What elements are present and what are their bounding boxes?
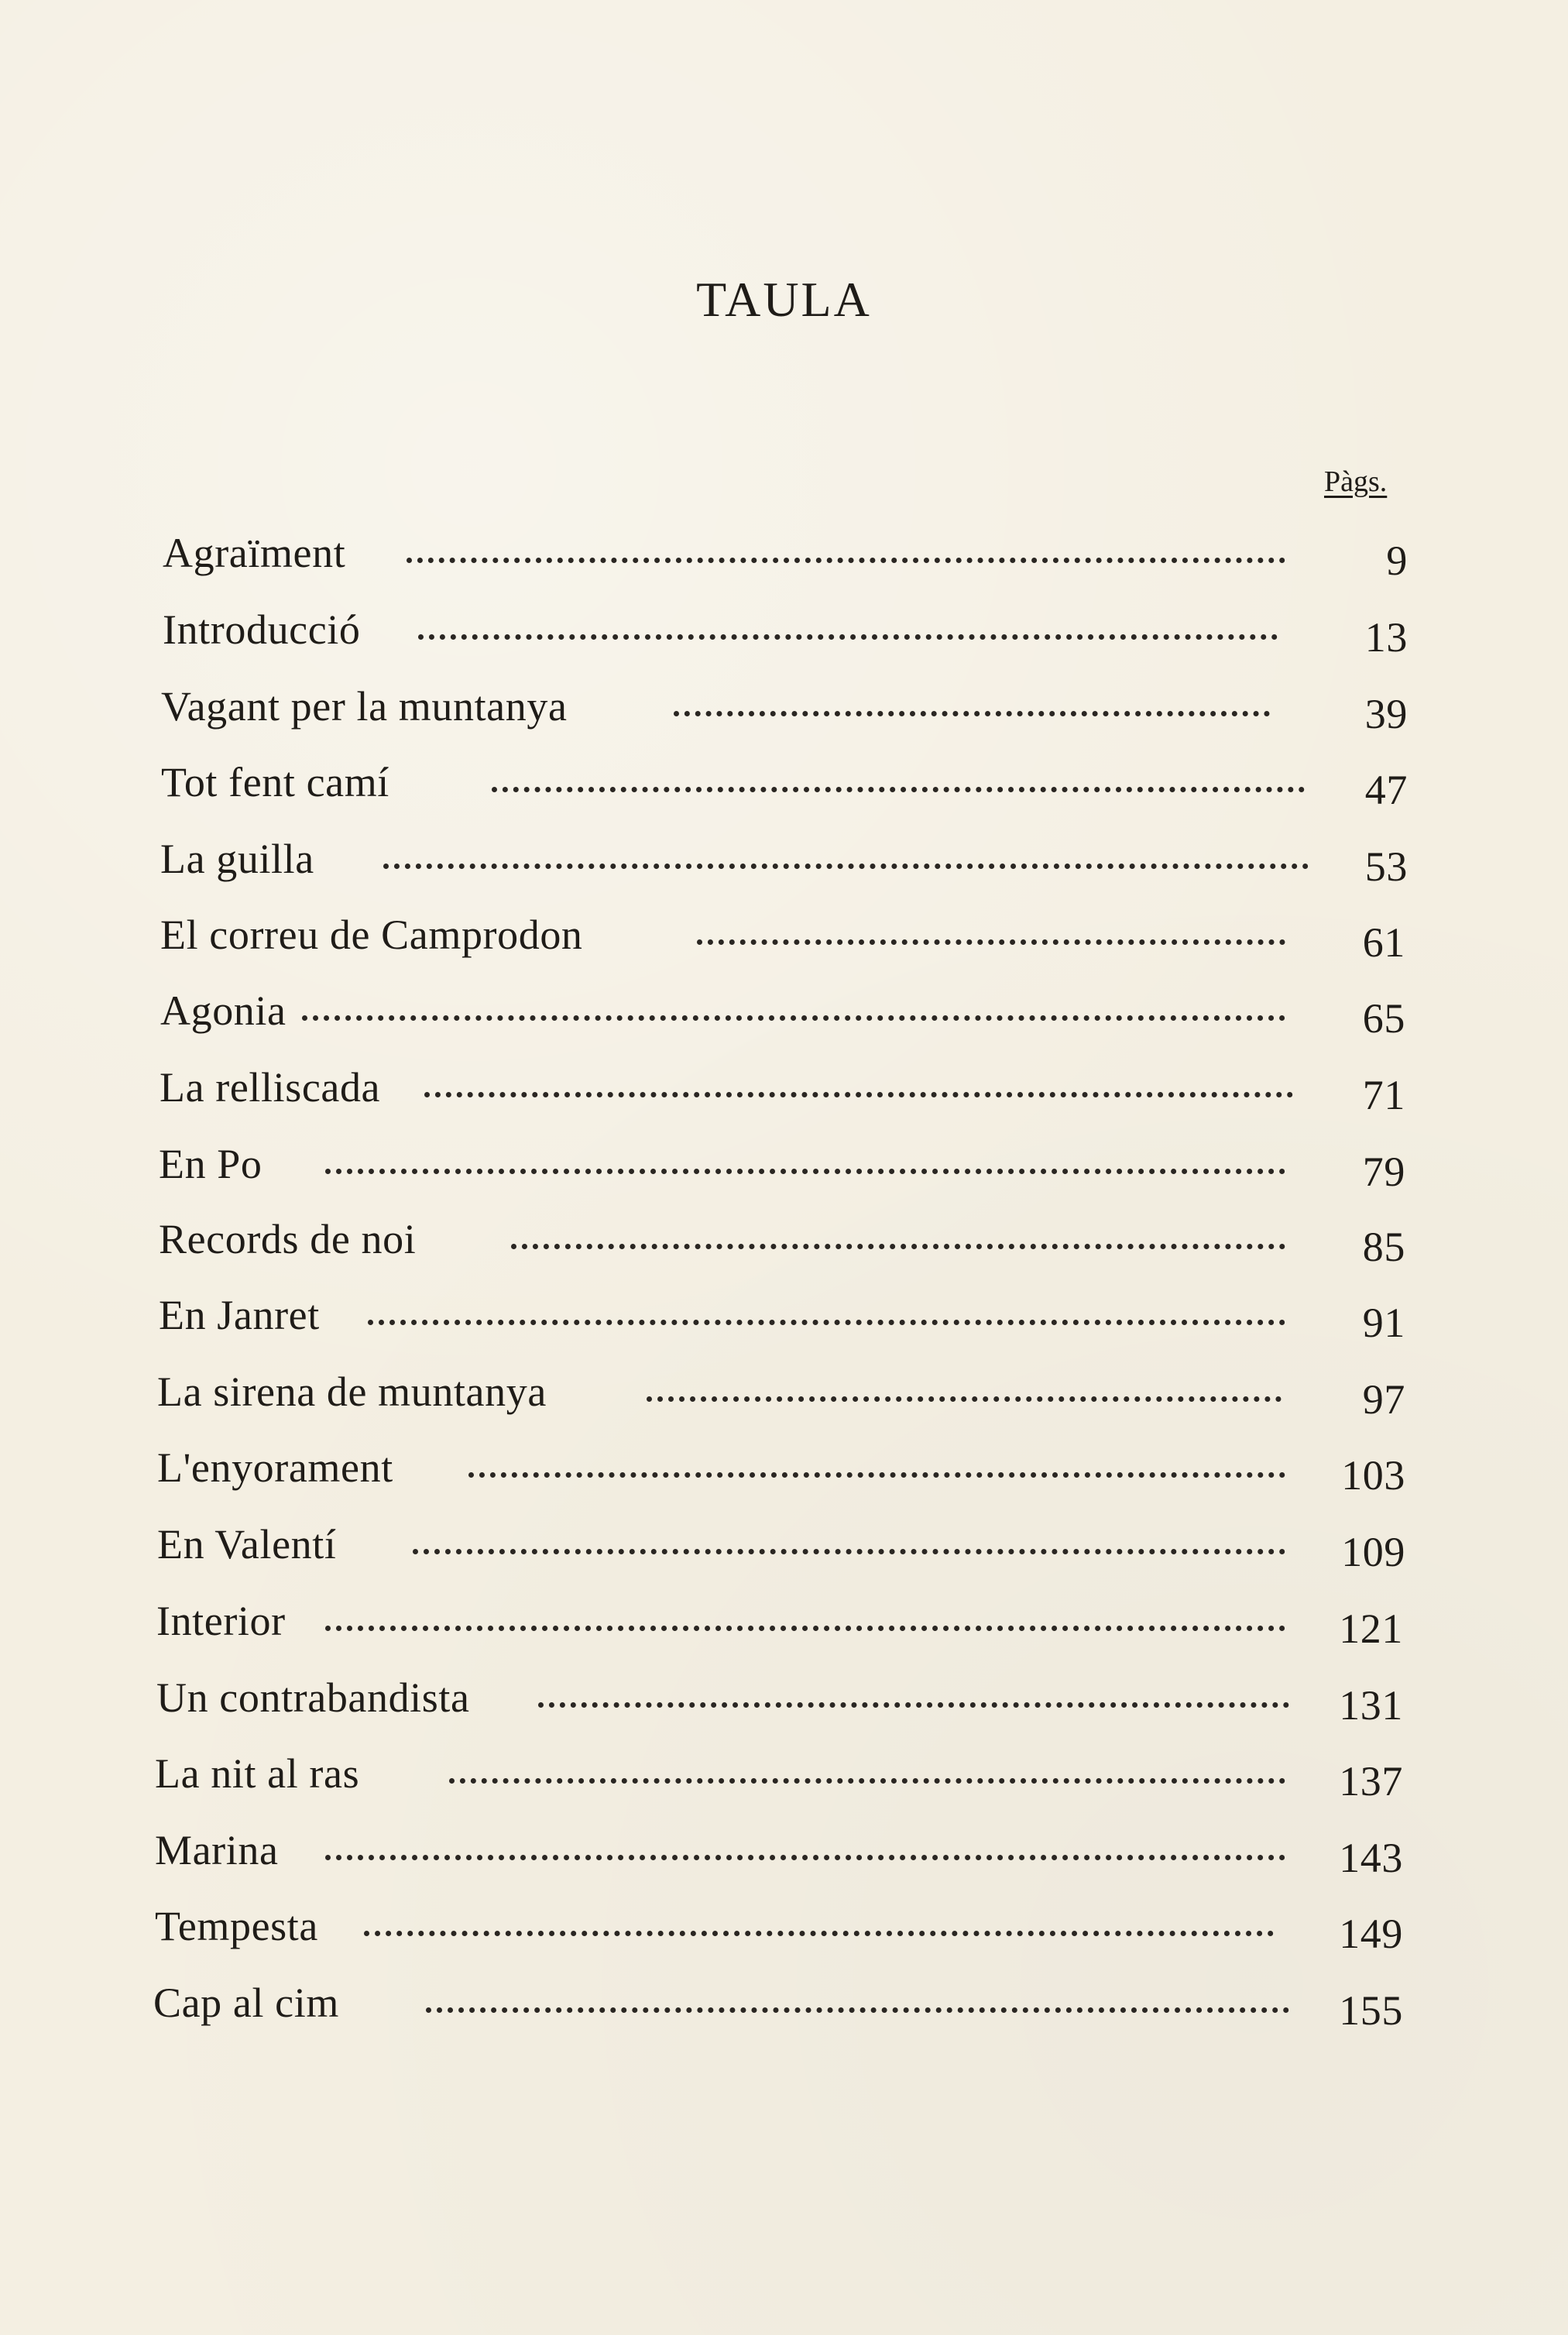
toc-entry-title: Interior: [156, 1598, 286, 1644]
toc-dot-leader: [511, 1226, 1285, 1249]
toc-entry-title: La guilla: [160, 836, 314, 882]
toc-dot-leader: [325, 1151, 1285, 1174]
toc-entry-page: 137: [1339, 1758, 1403, 1804]
toc-entry-title: En Valentí: [157, 1521, 337, 1568]
toc-entry-title: Records de noi: [159, 1216, 417, 1262]
toc-entry-page: 61: [1362, 919, 1405, 966]
toc-dot-leader: [407, 540, 1285, 563]
toc-entry: [0, 603, 1568, 661]
toc-entry-title: En Po: [159, 1141, 262, 1187]
toc-entry: [0, 1823, 1568, 1881]
toc-entry-title: Agonia: [160, 987, 286, 1034]
toc-entry-page: 79: [1362, 1149, 1405, 1195]
toc-dot-leader: [325, 1608, 1285, 1631]
toc-dot-leader: [426, 1990, 1289, 2013]
toc-dot-leader: [364, 1913, 1274, 1936]
toc-entry-page: 9: [1386, 537, 1408, 584]
toc-dot-leader: [325, 1837, 1285, 1860]
toc-entry: [0, 1976, 1568, 2034]
toc-entry: [0, 1517, 1568, 1575]
toc-entry-title: Introducció: [163, 606, 361, 653]
toc-entry-page: 39: [1364, 691, 1408, 737]
toc-entry: [0, 1594, 1568, 1652]
toc-dot-leader: [449, 1760, 1285, 1784]
toc-entry-page: 149: [1339, 1911, 1403, 1957]
toc-entry-page: 155: [1339, 1987, 1403, 2034]
toc-entry-page: 97: [1362, 1376, 1405, 1423]
toc-entry-title: Agraïment: [163, 530, 346, 576]
toc-entry: [0, 1060, 1568, 1118]
toc-entry-page: 121: [1339, 1605, 1403, 1652]
toc-dot-leader: [413, 1531, 1285, 1554]
toc-dot-leader: [424, 1074, 1293, 1097]
toc-entry: [0, 984, 1568, 1042]
toc-entry-title: La relliscada: [160, 1064, 381, 1111]
toc-entry: [0, 1899, 1568, 1957]
toc-dot-leader: [418, 616, 1278, 640]
toc-dot-leader: [697, 922, 1285, 945]
page-title: TAULA: [696, 272, 872, 327]
toc-entry-title: Cap al cim: [153, 1980, 339, 2026]
toc-entry: [0, 1746, 1568, 1804]
toc-entry: [0, 908, 1568, 966]
toc-dot-leader: [492, 769, 1305, 792]
toc-dot-leader: [647, 1379, 1282, 1402]
toc-entry-page: 85: [1362, 1224, 1405, 1270]
toc-entry: [0, 526, 1568, 584]
pages-column-header: Pàgs.: [1324, 465, 1388, 498]
toc-entry: [0, 1365, 1568, 1423]
toc-entry-page: 109: [1341, 1529, 1405, 1575]
toc-dot-leader: [538, 1684, 1289, 1708]
toc-entry-title: En Janret: [159, 1292, 320, 1338]
toc-dot-leader: [368, 1302, 1285, 1325]
toc-entry-page: 13: [1364, 614, 1408, 661]
toc-entry-page: 47: [1364, 767, 1408, 813]
toc-entry-page: 91: [1362, 1300, 1405, 1346]
toc-entry: [0, 1288, 1568, 1346]
toc-entry-title: Marina: [155, 1827, 279, 1873]
toc-entry-page: 103: [1341, 1452, 1405, 1499]
toc-entry-page: 71: [1362, 1072, 1405, 1118]
toc-entry-title: Un contrabandista: [156, 1674, 470, 1721]
toc-entry: [0, 1212, 1568, 1270]
toc-dot-leader: [383, 846, 1309, 869]
toc-entry: [0, 755, 1568, 813]
toc-entry: [0, 1137, 1568, 1195]
toc-entry-title: La nit al ras: [155, 1750, 360, 1797]
toc-entry: [0, 1440, 1568, 1499]
toc-entry-title: La sirena de muntanya: [157, 1368, 547, 1415]
toc-entry-title: El correu de Camprodon: [160, 912, 583, 958]
toc-entry-title: Vagant per la muntanya: [161, 683, 568, 730]
toc-entry: [0, 679, 1568, 737]
toc-entry-page: 65: [1362, 995, 1405, 1042]
toc-entry-page: 143: [1339, 1835, 1403, 1881]
toc-entry-page: 53: [1364, 843, 1408, 890]
toc-dot-leader: [674, 693, 1270, 716]
toc-entry-page: 131: [1339, 1682, 1403, 1729]
toc-entry-title: Tot fent camí: [161, 759, 389, 805]
toc-dot-leader: [468, 1454, 1285, 1478]
toc-dot-leader: [302, 998, 1285, 1021]
toc-entry: [0, 832, 1568, 890]
toc-entry-title: Tempesta: [155, 1903, 318, 1949]
toc-entry-title: L'enyorament: [157, 1444, 393, 1491]
toc-entry: [0, 1671, 1568, 1729]
